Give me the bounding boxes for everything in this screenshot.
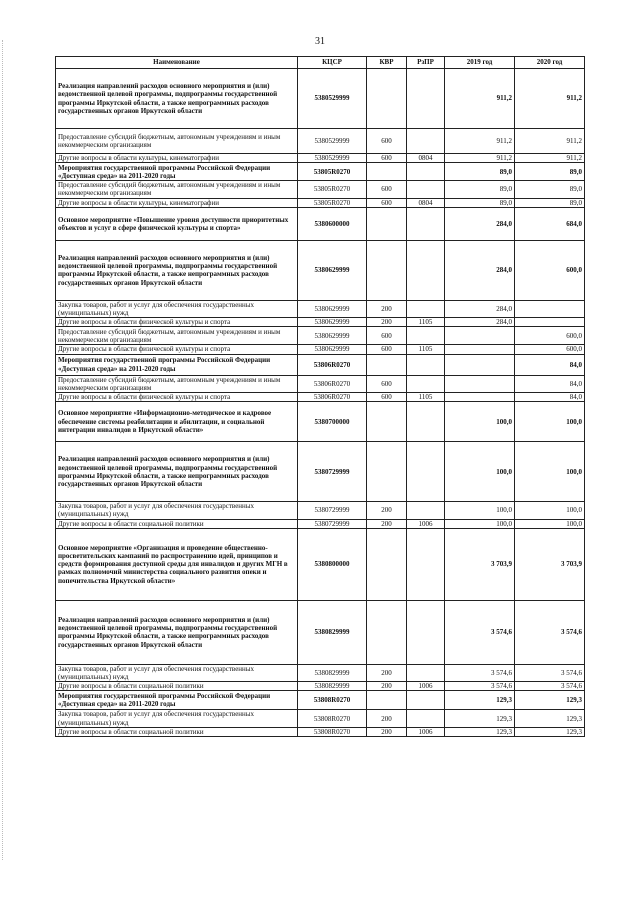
row-2020-cell: 100,0 [515, 402, 585, 442]
table-row [56, 664, 585, 681]
row-kvr-cell: 200 [367, 502, 407, 519]
row-2020-cell: 911,2 [515, 154, 585, 163]
row-name-cell: Реализация направлений расходов основного мероприятия и (или) ведомственной целевой программы, подпрограммы государственной программы Иркутской области, а также непрограммных расходов государственных органов Иркутской области [56, 442, 298, 502]
table-row [56, 710, 585, 727]
row-2020-cell: 600,0 [515, 327, 585, 345]
row-kcsr-cell: 5380629999 [298, 240, 367, 300]
table-row [56, 691, 585, 710]
row-name-cell: Другие вопросы в области культуры, кинематографии [56, 154, 298, 163]
row-2019-cell: 911,2 [445, 154, 515, 163]
row-2020-cell: 129,3 [515, 691, 585, 710]
table-row [56, 300, 585, 317]
row-kcsr-cell: 5380629999 [298, 300, 367, 317]
table-row [56, 207, 585, 240]
table-row [56, 600, 585, 664]
row-kvr-cell: 200 [367, 318, 407, 327]
row-2019-cell [445, 393, 515, 402]
row-name-cell: Закупка товаров, работ и услуг для обеспечения государственных (муниципальных) нужд [56, 502, 298, 519]
row-rzpr-cell [407, 600, 445, 664]
row-kcsr-cell: 53808R0270 [298, 710, 367, 727]
row-kcsr-cell: 53806R0270 [298, 375, 367, 392]
row-2019-cell: 284,0 [445, 207, 515, 240]
row-name-cell: Другие вопросы в области социальной политики [56, 519, 298, 528]
row-2020-cell: 3 574,6 [515, 600, 585, 664]
row-name-cell: Другие вопросы в области социальной политики [56, 682, 298, 691]
budget-table-body [56, 69, 585, 737]
row-rzpr-cell: 1105 [407, 393, 445, 402]
table-row [56, 154, 585, 163]
row-2020-cell: 89,0 [515, 181, 585, 198]
row-kcsr-cell: 5380800000 [298, 528, 367, 600]
row-name-cell: Предоставление субсидий бюджетным, автономным учреждениям и иным некоммерческим организациям [56, 129, 298, 154]
row-2019-cell: 89,0 [445, 181, 515, 198]
row-kvr-cell [367, 69, 407, 129]
row-kcsr-cell: 5380829999 [298, 600, 367, 664]
row-2019-cell: 89,0 [445, 163, 515, 181]
row-rzpr-cell [407, 710, 445, 727]
table-row [56, 327, 585, 345]
row-kcsr-cell: 5380729999 [298, 502, 367, 519]
row-kcsr-cell: 53805R0270 [298, 198, 367, 207]
row-rzpr-cell [407, 327, 445, 345]
row-kcsr-cell: 53805R0270 [298, 163, 367, 181]
row-rzpr-cell [407, 442, 445, 502]
page-number: 31 [315, 36, 325, 47]
row-rzpr-cell [407, 129, 445, 154]
row-kvr-cell: 600 [367, 154, 407, 163]
table-row [56, 345, 585, 354]
row-rzpr-cell [407, 375, 445, 392]
row-2019-cell: 284,0 [445, 300, 515, 317]
row-kcsr-cell: 5380629999 [298, 345, 367, 354]
row-kcsr-cell: 53806R0270 [298, 393, 367, 402]
row-2019-cell: 89,0 [445, 198, 515, 207]
row-name-cell: Другие вопросы в области культуры, кинематографии [56, 198, 298, 207]
row-2020-cell: 129,3 [515, 710, 585, 727]
row-2019-cell: 100,0 [445, 502, 515, 519]
row-name-cell: Закупка товаров, работ и услуг для обеспечения государственных (муниципальных) нужд [56, 664, 298, 681]
row-name-cell: Другие вопросы в области социальной политики [56, 727, 298, 736]
header-2019: 2019 год [445, 57, 515, 69]
row-2019-cell: 3 574,6 [445, 664, 515, 681]
table-row [56, 198, 585, 207]
row-kvr-cell [367, 691, 407, 710]
row-2019-cell: 100,0 [445, 402, 515, 442]
row-kcsr-cell: 53805R0270 [298, 181, 367, 198]
row-rzpr-cell [407, 354, 445, 375]
row-rzpr-cell [407, 502, 445, 519]
row-rzpr-cell: 1105 [407, 345, 445, 354]
row-name-cell: Реализация направлений расходов основного мероприятия и (или) ведомственной целевой программы, подпрограммы государственной программы Иркутской области, а также непрограммных расходов государственных органов Иркутской области [56, 240, 298, 300]
row-2020-cell: 911,2 [515, 69, 585, 129]
table-row [56, 393, 585, 402]
row-2019-cell: 284,0 [445, 240, 515, 300]
row-name-cell: Мероприятия государственной программы Российской Федерации «Доступная среда» на 2011-2020 годы [56, 691, 298, 710]
row-name-cell: Реализация направлений расходов основного мероприятия и (или) ведомственной целевой программы, подпрограммы государственной программы Иркутской области, а также непрограммных расходов государственных органов Иркутской области [56, 600, 298, 664]
row-rzpr-cell: 0804 [407, 198, 445, 207]
row-kvr-cell: 200 [367, 727, 407, 736]
header-rzpr: РзПР [407, 57, 445, 69]
row-name-cell: Другие вопросы в области физической культуры и спорта [56, 345, 298, 354]
row-name-cell: Мероприятия государственной программы Российской Федерации «Доступная среда» на 2011-2020 годы [56, 354, 298, 375]
row-2020-cell: 684,0 [515, 207, 585, 240]
row-kvr-cell [367, 354, 407, 375]
row-2020-cell: 84,0 [515, 393, 585, 402]
table-row [56, 69, 585, 129]
row-2019-cell: 3 574,6 [445, 682, 515, 691]
row-2020-cell: 600,0 [515, 345, 585, 354]
row-kvr-cell [367, 528, 407, 600]
row-2019-cell [445, 354, 515, 375]
row-rzpr-cell [407, 207, 445, 240]
table-row [56, 402, 585, 442]
table-row [56, 727, 585, 736]
table-row [56, 528, 585, 600]
row-2020-cell: 89,0 [515, 198, 585, 207]
row-name-cell: Основное мероприятие «Организация и проведение общественно-просветительских кампаний по распространению идей, принципов и средств формирования доступной среды для инвалидов и других МГН в рамках полномочий министерства социального развития опеки и попечительства Иркутской области» [56, 528, 298, 600]
row-rzpr-cell [407, 181, 445, 198]
row-kvr-cell: 600 [367, 129, 407, 154]
row-2019-cell: 129,3 [445, 691, 515, 710]
row-2019-cell: 100,0 [445, 519, 515, 528]
row-2019-cell [445, 375, 515, 392]
row-name-cell: Закупка товаров, работ и услуг для обеспечения государственных (муниципальных) нужд [56, 300, 298, 317]
row-kcsr-cell: 53806R0270 [298, 354, 367, 375]
row-2020-cell [515, 300, 585, 317]
row-kcsr-cell: 5380529999 [298, 69, 367, 129]
table-row [56, 375, 585, 392]
row-kvr-cell: 600 [367, 327, 407, 345]
row-2019-cell: 3 574,6 [445, 600, 515, 664]
row-kcsr-cell: 53808R0270 [298, 727, 367, 736]
row-2019-cell: 129,3 [445, 727, 515, 736]
table-row [56, 519, 585, 528]
row-rzpr-cell [407, 402, 445, 442]
row-2020-cell [515, 318, 585, 327]
row-kvr-cell: 600 [367, 345, 407, 354]
row-name-cell: Другие вопросы в области физической культуры и спорта [56, 318, 298, 327]
header-name: Наименование [56, 57, 298, 69]
header-kcsr: КЦСР [298, 57, 367, 69]
header-kvr: КВР [367, 57, 407, 69]
row-2019-cell: 911,2 [445, 69, 515, 129]
row-kcsr-cell: 5380729999 [298, 442, 367, 502]
row-2020-cell: 129,3 [515, 727, 585, 736]
row-kvr-cell: 600 [367, 375, 407, 392]
row-kvr-cell [367, 240, 407, 300]
row-name-cell: Предоставление субсидий бюджетным, автономным учреждениям и иным некоммерческим организациям [56, 327, 298, 345]
table-row [56, 354, 585, 375]
header-2020: 2020 год [515, 57, 585, 69]
row-rzpr-cell [407, 691, 445, 710]
row-2020-cell: 100,0 [515, 442, 585, 502]
row-name-cell: Предоставление субсидий бюджетным, автономным учреждениям и иным некоммерческим организациям [56, 181, 298, 198]
row-kvr-cell [367, 207, 407, 240]
table-row [56, 129, 585, 154]
row-2020-cell: 911,2 [515, 129, 585, 154]
row-2020-cell: 89,0 [515, 163, 585, 181]
row-name-cell: Закупка товаров, работ и услуг для обеспечения государственных (муниципальных) нужд [56, 710, 298, 727]
row-name-cell: Основное мероприятие «Повышение уровня доступности приоритетных объектов и услуг в сфере физической культуры и спорта» [56, 207, 298, 240]
row-kvr-cell: 600 [367, 198, 407, 207]
row-2020-cell: 3 703,9 [515, 528, 585, 600]
row-name-cell: Реализация направлений расходов основного мероприятия и (или) ведомственной целевой программы, подпрограммы государственной программы Иркутской области, а также непрограммных расходов государственных органов Иркутской области [56, 69, 298, 129]
row-kvr-cell [367, 163, 407, 181]
row-rzpr-cell [407, 300, 445, 317]
row-2020-cell: 84,0 [515, 354, 585, 375]
row-2020-cell: 600,0 [515, 240, 585, 300]
row-kvr-cell: 200 [367, 519, 407, 528]
row-kcsr-cell: 5380529999 [298, 129, 367, 154]
row-kvr-cell: 200 [367, 664, 407, 681]
row-rzpr-cell: 1105 [407, 318, 445, 327]
row-kcsr-cell: 5380829999 [298, 682, 367, 691]
table-row [56, 181, 585, 198]
row-2019-cell: 284,0 [445, 318, 515, 327]
row-kcsr-cell: 5380700000 [298, 402, 367, 442]
row-name-cell: Предоставление субсидий бюджетным, автономным учреждениям и иным некоммерческим организациям [56, 375, 298, 392]
row-2019-cell [445, 345, 515, 354]
row-2020-cell: 100,0 [515, 502, 585, 519]
row-kcsr-cell: 5380600000 [298, 207, 367, 240]
row-rzpr-cell [407, 528, 445, 600]
row-name-cell: Другие вопросы в области физической культуры и спорта [56, 393, 298, 402]
row-kvr-cell: 600 [367, 393, 407, 402]
row-rzpr-cell: 0804 [407, 154, 445, 163]
row-rzpr-cell [407, 69, 445, 129]
row-2020-cell: 3 574,6 [515, 682, 585, 691]
row-rzpr-cell [407, 240, 445, 300]
table-row [56, 318, 585, 327]
table-row [56, 682, 585, 691]
table-row [56, 442, 585, 502]
table-header-row [56, 57, 585, 69]
row-kcsr-cell: 5380629999 [298, 327, 367, 345]
scan-margin-marks [2, 40, 7, 860]
row-2019-cell: 129,3 [445, 710, 515, 727]
row-2019-cell: 911,2 [445, 129, 515, 154]
table-row [56, 240, 585, 300]
row-kcsr-cell: 53808R0270 [298, 691, 367, 710]
row-kvr-cell: 200 [367, 682, 407, 691]
row-kvr-cell: 200 [367, 710, 407, 727]
row-2020-cell: 84,0 [515, 375, 585, 392]
row-kcsr-cell: 5380829999 [298, 664, 367, 681]
row-kcsr-cell: 5380629999 [298, 318, 367, 327]
row-kcsr-cell: 5380529999 [298, 154, 367, 163]
row-kvr-cell: 200 [367, 300, 407, 317]
table-row [56, 502, 585, 519]
row-kcsr-cell: 5380729999 [298, 519, 367, 528]
table-row [56, 163, 585, 181]
row-kvr-cell [367, 442, 407, 502]
row-name-cell: Основное мероприятие «Информационно-методическое и кадровое обеспечение системы реабилитации и абилитации, и социальной интеграции инвалидов в Иркутской области» [56, 402, 298, 442]
row-kvr-cell: 600 [367, 181, 407, 198]
row-kvr-cell [367, 600, 407, 664]
row-rzpr-cell [407, 163, 445, 181]
row-name-cell: Мероприятия государственной программы Российской Федерации «Доступная среда» на 2011-2020 годы [56, 163, 298, 181]
row-kvr-cell [367, 402, 407, 442]
budget-table [55, 56, 585, 737]
row-rzpr-cell: 1006 [407, 519, 445, 528]
row-2020-cell: 3 574,6 [515, 664, 585, 681]
row-2019-cell: 3 703,9 [445, 528, 515, 600]
row-rzpr-cell: 1006 [407, 682, 445, 691]
row-rzpr-cell: 1006 [407, 727, 445, 736]
row-2019-cell: 100,0 [445, 442, 515, 502]
row-rzpr-cell [407, 664, 445, 681]
row-2020-cell: 100,0 [515, 519, 585, 528]
row-2019-cell [445, 327, 515, 345]
